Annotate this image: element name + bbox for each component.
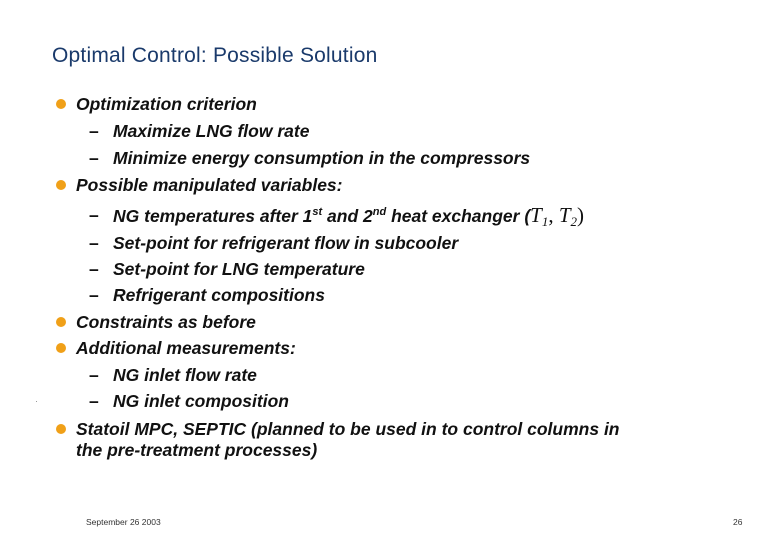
superscript-st: st bbox=[312, 206, 323, 218]
dash: – bbox=[89, 205, 99, 225]
math-t1 bbox=[530, 203, 584, 227]
dash: – bbox=[89, 233, 99, 253]
bullet-optimization-criterion: Optimization criterion bbox=[76, 94, 257, 114]
bullet-statoil-mpc-continued: the pre-treatment processes) bbox=[76, 440, 318, 460]
dash: – bbox=[89, 148, 99, 168]
sub-refrigerant-flow: Set-point for refrigerant flow in subcooler bbox=[113, 233, 459, 253]
bullet-constraints: Constraints as before bbox=[76, 312, 256, 332]
text-part: NG temperatures after 1 bbox=[113, 206, 313, 226]
footer-page-number: 26 bbox=[733, 517, 743, 527]
dash: – bbox=[89, 285, 99, 305]
sub-minimize-energy: Minimize energy consumption in the compressors bbox=[113, 148, 531, 168]
math-subscript: 2 bbox=[570, 214, 578, 229]
sub-ng-inlet-flow: NG inlet flow rate bbox=[113, 365, 257, 385]
text-part: heat exchanger ( bbox=[386, 206, 531, 226]
dash: – bbox=[89, 391, 99, 411]
bullet-manipulated-variables: Possible manipulated variables: bbox=[76, 175, 343, 195]
bullet-dot bbox=[56, 424, 66, 434]
sub-lng-temperature: Set-point for LNG temperature bbox=[113, 259, 365, 279]
math-var: T bbox=[558, 203, 571, 227]
sub-refrigerant-compositions: Refrigerant compositions bbox=[113, 285, 325, 305]
sub-ng-inlet-composition: NG inlet composition bbox=[113, 391, 289, 411]
math-subscript: 1 bbox=[541, 214, 549, 229]
superscript-nd: nd bbox=[372, 206, 387, 218]
bullet-statoil-mpc: Statoil MPC, SEPTIC (planned to be used in to control columns in bbox=[76, 419, 620, 439]
bullet-dot bbox=[56, 180, 66, 190]
math-sep: , bbox=[548, 203, 559, 227]
text-part: and 2 bbox=[322, 206, 373, 226]
math-paren: ) bbox=[577, 203, 585, 227]
sub-ng-temperatures bbox=[113, 203, 584, 228]
bullet-dot bbox=[56, 99, 66, 109]
dash: – bbox=[89, 365, 99, 385]
sub-maximize-lng: Maximize LNG flow rate bbox=[113, 121, 310, 141]
slide-title: Optimal Control: Possible Solution bbox=[52, 44, 378, 67]
dash: – bbox=[89, 121, 99, 141]
bullet-dot bbox=[56, 317, 66, 327]
dash: – bbox=[89, 259, 99, 279]
math-var: T bbox=[530, 203, 542, 227]
bullet-dot bbox=[56, 343, 66, 353]
footer-date: September 26 2003 bbox=[86, 517, 161, 527]
stray-dot bbox=[36, 401, 37, 402]
bullet-additional-measurements: Additional measurements: bbox=[76, 338, 296, 358]
